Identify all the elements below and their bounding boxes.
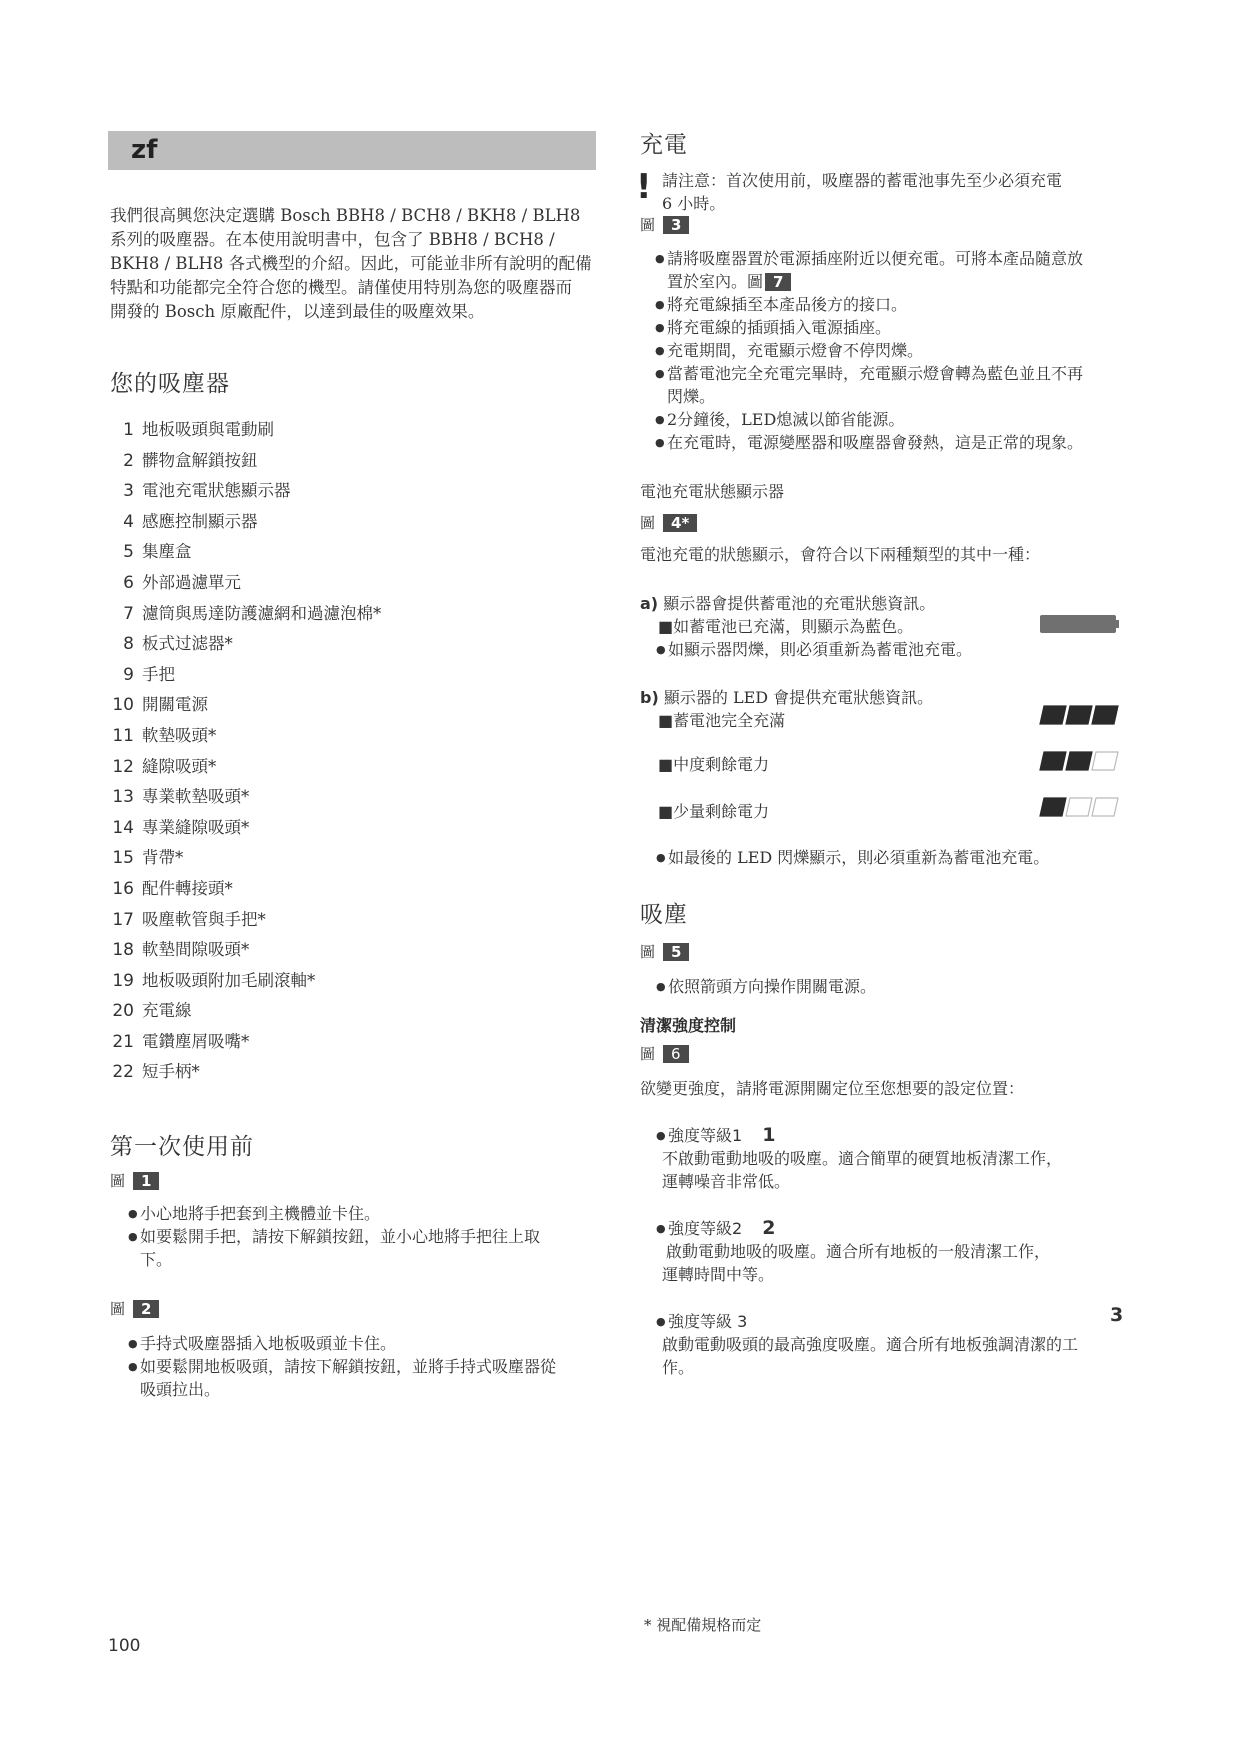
part-name: 地板吸頭與電動刷	[142, 420, 274, 439]
intensity-level-1	[656, 1124, 1146, 1193]
part-number: 6	[123, 572, 134, 593]
bullet-item: ● 如最後的 LED 閃爍顯示，則必須重新為蓄電池充電。	[656, 846, 1049, 869]
led-segment-off	[1092, 752, 1118, 770]
bullet-item: ● 當蓄電池完全充電完畢時，充電顯示燈會轉為藍色並且不再	[655, 362, 1145, 385]
part-number: 13	[112, 787, 134, 808]
parts-list-item	[108, 875, 588, 906]
bullet-item: ● 將充電線的插頭插入電源插座。	[655, 316, 1145, 339]
figure-ref-3	[640, 214, 689, 235]
parts-list-item	[108, 753, 588, 784]
part-name: 短手柄*	[142, 1062, 200, 1082]
bullet-item: ● 小心地將手把套到主機體並卡住。	[128, 1202, 608, 1225]
led-segment-on	[1040, 706, 1066, 724]
parts-list-item	[108, 416, 588, 447]
part-name: 吸塵軟管與手把*	[142, 909, 266, 929]
level-number: 3	[1110, 1304, 1124, 1326]
figure-number-box: 1	[133, 1172, 159, 1190]
bullet-item: ● 充電期間，充電顯示燈會不停閃爍。	[655, 339, 1145, 362]
charging-bullets	[655, 247, 1145, 454]
level-desc-line: 運轉時間中等。	[662, 1265, 775, 1284]
part-name: 濾筒與馬達防護濾網和過濾泡棉*	[142, 603, 382, 623]
parts-list-item	[108, 997, 588, 1028]
led-indicator-low	[1038, 796, 1120, 818]
vacuum-title: 吸塵	[640, 902, 688, 928]
part-name: 專業縫隙吸頭*	[142, 817, 250, 837]
parts-list-item	[108, 447, 588, 478]
figure-ref-4	[640, 512, 697, 533]
battery-status-title: 電池充電狀態顯示器	[640, 482, 785, 501]
section-header-bar	[108, 131, 596, 170]
parts-list-item	[108, 906, 588, 937]
page-number: 100	[108, 1636, 141, 1656]
bullet-item: ● 在充電時，電源變壓器和吸塵器會發熱，這是正常的現象。	[655, 431, 1145, 454]
level-desc-line: 運轉噪音非常低。	[662, 1172, 791, 1191]
led-segment-off	[1092, 798, 1118, 816]
fig2-bullets	[128, 1332, 618, 1401]
type-b-full: ■蓄電池完全充滿	[658, 711, 786, 730]
part-number: 16	[112, 878, 134, 899]
bullet-continuation	[655, 270, 1145, 293]
parts-list-item	[108, 661, 588, 692]
figure-number-box: 6	[663, 1045, 689, 1063]
intensity-level-2	[656, 1217, 1146, 1286]
bullet-continuation-text: 置於室內。圖	[667, 272, 764, 291]
bullet-item: ● 如顯示器閃爍，則必須重新為蓄電池充電。	[656, 638, 1040, 661]
intro-line: 特點和功能都完全符合您的機型。請僅使用特別為您的吸塵器而	[110, 278, 572, 297]
part-name: 軟墊吸頭*	[142, 725, 217, 745]
led-indicator-full	[1038, 704, 1120, 726]
parts-list-item	[108, 477, 588, 508]
part-name: 手把	[142, 664, 175, 684]
level-label: 強度等級1	[668, 1126, 743, 1145]
part-name: 背帶*	[142, 848, 184, 868]
battery-type-a	[640, 592, 1040, 661]
type-a-item: ■如蓄電池已充滿，則顯示為藍色。	[658, 617, 914, 636]
part-name: 感應控制顯示器	[142, 511, 258, 531]
parts-list-item	[108, 1028, 588, 1059]
part-name: 充電線	[142, 1001, 192, 1021]
type-b-low: ■少量剩餘電力	[658, 802, 770, 821]
first-use-title: 第一次使用前	[110, 1134, 254, 1160]
led-segment-on	[1040, 752, 1066, 770]
language-code: zf	[131, 135, 158, 165]
figure-number-box: 2	[133, 1300, 159, 1318]
part-number: 14	[112, 817, 134, 838]
type-a-text: 顯示器會提供蓄電池的充電狀態資訊。	[663, 594, 936, 613]
charging-warning	[662, 169, 1142, 215]
fig1-bullets	[128, 1202, 608, 1271]
bullet-item: ● 請將吸塵器置於電源插座附近以便充電。可將本產品隨意放	[655, 247, 1145, 270]
part-number: 18	[112, 940, 134, 961]
part-number: 10	[112, 695, 134, 716]
type-b-label: b)	[640, 688, 659, 707]
type-a-label: a)	[640, 594, 659, 613]
warning-line: 6 小時。	[662, 194, 726, 213]
figure-ref-1	[110, 1170, 159, 1191]
figure-ref-6	[640, 1043, 689, 1064]
part-number: 4	[123, 511, 134, 532]
parts-list	[108, 416, 588, 1089]
figure-number-box: 3	[663, 216, 689, 234]
parts-list-item	[108, 936, 588, 967]
part-name: 開關電源	[142, 695, 208, 715]
part-number: 22	[112, 1062, 134, 1083]
figure-word: 圖	[640, 514, 656, 532]
level-desc-line: 作。	[662, 1358, 695, 1377]
led-segment-off	[1066, 798, 1092, 816]
level-desc-line: 啟動電動吸頭的最高強度吸塵。適合所有地板強調清潔的工	[662, 1335, 1079, 1354]
part-number: 17	[112, 909, 134, 930]
parts-list-item	[108, 722, 588, 753]
parts-list-item	[108, 814, 588, 845]
part-number: 20	[112, 1001, 134, 1022]
part-name: 縫隙吸頭*	[142, 756, 217, 776]
part-name: 配件轉接頭*	[142, 878, 233, 898]
led-segment-on	[1066, 752, 1092, 770]
part-number: 21	[112, 1031, 134, 1052]
parts-list-item	[108, 600, 588, 631]
part-number: 12	[112, 756, 134, 777]
parts-list-item	[108, 783, 588, 814]
part-number: 9	[123, 664, 134, 685]
bullet-continuation: 吸頭拉出。	[140, 1380, 221, 1399]
vacuum-bullet	[656, 975, 876, 998]
parts-section-title: 您的吸塵器	[110, 371, 230, 397]
bullet-continuation: 下。	[140, 1250, 173, 1269]
battery-bar-full-blue	[1040, 614, 1120, 634]
level-desc-line: 啟動電動地吸的吸塵。適合所有地板的一般清潔工作，	[666, 1242, 1051, 1261]
type-b-mid: ■中度剩餘電力	[658, 755, 770, 774]
part-number: 15	[112, 848, 134, 869]
part-name: 板式过滤器*	[142, 634, 233, 654]
part-name: 專業軟墊吸頭*	[142, 787, 250, 807]
charging-title: 充電	[640, 132, 688, 158]
parts-list-item	[108, 538, 588, 569]
part-name: 地板吸頭附加毛刷滾軸*	[142, 970, 316, 990]
part-name: 外部過濾單元	[142, 572, 241, 592]
led-segment-on	[1066, 706, 1092, 724]
led-indicator-mid	[1038, 750, 1120, 772]
part-number: 7	[123, 603, 134, 624]
figure-ref-5	[640, 941, 689, 962]
intensity-level-3	[656, 1304, 1156, 1379]
intensity-control-title: 清潔強度控制	[640, 1016, 737, 1035]
intro-line: 系列的吸塵器。在本使用說明書中，包含了 BBH8 / BCH8 /	[110, 230, 555, 249]
parts-list-item	[108, 967, 588, 998]
bullet-item: ● 2分鐘後，LED熄滅以節省能源。	[655, 408, 1145, 431]
intro-line: BKH8 / BLH8 各式機型的介紹。因此，可能並非所有說明的配備	[110, 254, 592, 273]
battery-b-bullet	[656, 846, 1049, 869]
part-number: 8	[123, 634, 134, 655]
level-number: 2	[762, 1217, 776, 1239]
part-name: 電池充電狀態顯示器	[142, 481, 291, 501]
figure-number-box: 5	[663, 943, 689, 961]
part-name: 集塵盒	[142, 542, 192, 562]
figure-word: 圖	[640, 216, 656, 234]
battery-type-b	[640, 686, 1040, 732]
battery-status-desc: 電池充電的狀態顯示，會符合以下兩種類型的其中一種：	[640, 545, 1041, 564]
level-number: 1	[762, 1124, 776, 1146]
parts-list-item	[108, 844, 588, 875]
bullet-item: ● 手持式吸塵器插入地板吸頭並卡住。	[128, 1332, 618, 1355]
part-name: 軟墊間隙吸頭*	[142, 940, 250, 960]
figure-word: 圖	[110, 1172, 126, 1190]
warning-mark: !	[636, 167, 652, 207]
parts-list-item	[108, 691, 588, 722]
part-number: 5	[123, 542, 134, 563]
figure-number-box: 4*	[663, 514, 697, 532]
footnote: * 視配備規格而定	[644, 1616, 762, 1634]
parts-list-item	[108, 508, 588, 539]
intensity-desc: 欲變更強度，請將電源開關定位至您想要的設定位置：	[640, 1079, 1025, 1098]
led-segment-on	[1040, 798, 1066, 816]
part-name: 髒物盒解鎖按鈕	[142, 450, 258, 470]
intro-line: 我們很高興您決定選購 Bosch BBH8 / BCH8 / BKH8 / BLH8	[110, 206, 581, 225]
led-segment-on	[1092, 706, 1118, 724]
level-label: 強度等級 3	[668, 1312, 748, 1331]
bullet-item: ● 將充電線插至本產品後方的接口。	[655, 293, 1145, 316]
part-number: 3	[123, 481, 134, 502]
level-desc-line: 不啟動電動地吸的吸塵。適合簡單的硬質地板清潔工作，	[662, 1149, 1063, 1168]
figure-word: 圖	[640, 943, 656, 961]
figure-number-box: 7	[765, 273, 791, 291]
part-number: 11	[112, 725, 134, 746]
type-b-text: 顯示器的 LED 會提供充電狀態資訊。	[663, 688, 934, 707]
bullet-item: ● 如要鬆開地板吸頭，請按下解鎖按鈕，並將手持式吸塵器從	[128, 1355, 618, 1378]
bullet-continuation: 閃爍。	[667, 387, 716, 406]
level-label: 強度等級2	[668, 1219, 743, 1238]
part-number: 2	[123, 450, 134, 471]
bullet-item: ● 依照箭頭方向操作開關電源。	[656, 975, 876, 998]
parts-list-item	[108, 569, 588, 600]
warning-line: 請注意：首次使用前，吸塵器的蓄電池事先至少必須充電	[662, 171, 1063, 190]
part-number: 1	[123, 420, 134, 440]
parts-list-item	[108, 1058, 588, 1089]
figure-word: 圖	[640, 1045, 656, 1063]
figure-word: 圖	[110, 1300, 126, 1318]
figure-ref-2	[110, 1298, 159, 1319]
parts-list-item	[108, 630, 588, 661]
bullet-item: ● 如要鬆開手把，請按下解鎖按鈕，並小心地將手把往上取	[128, 1225, 608, 1248]
part-name: 電鑽塵屑吸嘴*	[142, 1031, 250, 1051]
intro-line: 開發的 Bosch 原廠配件，以達到最佳的吸塵效果。	[110, 302, 485, 321]
part-number: 19	[112, 970, 134, 991]
intro-paragraph	[110, 204, 610, 324]
